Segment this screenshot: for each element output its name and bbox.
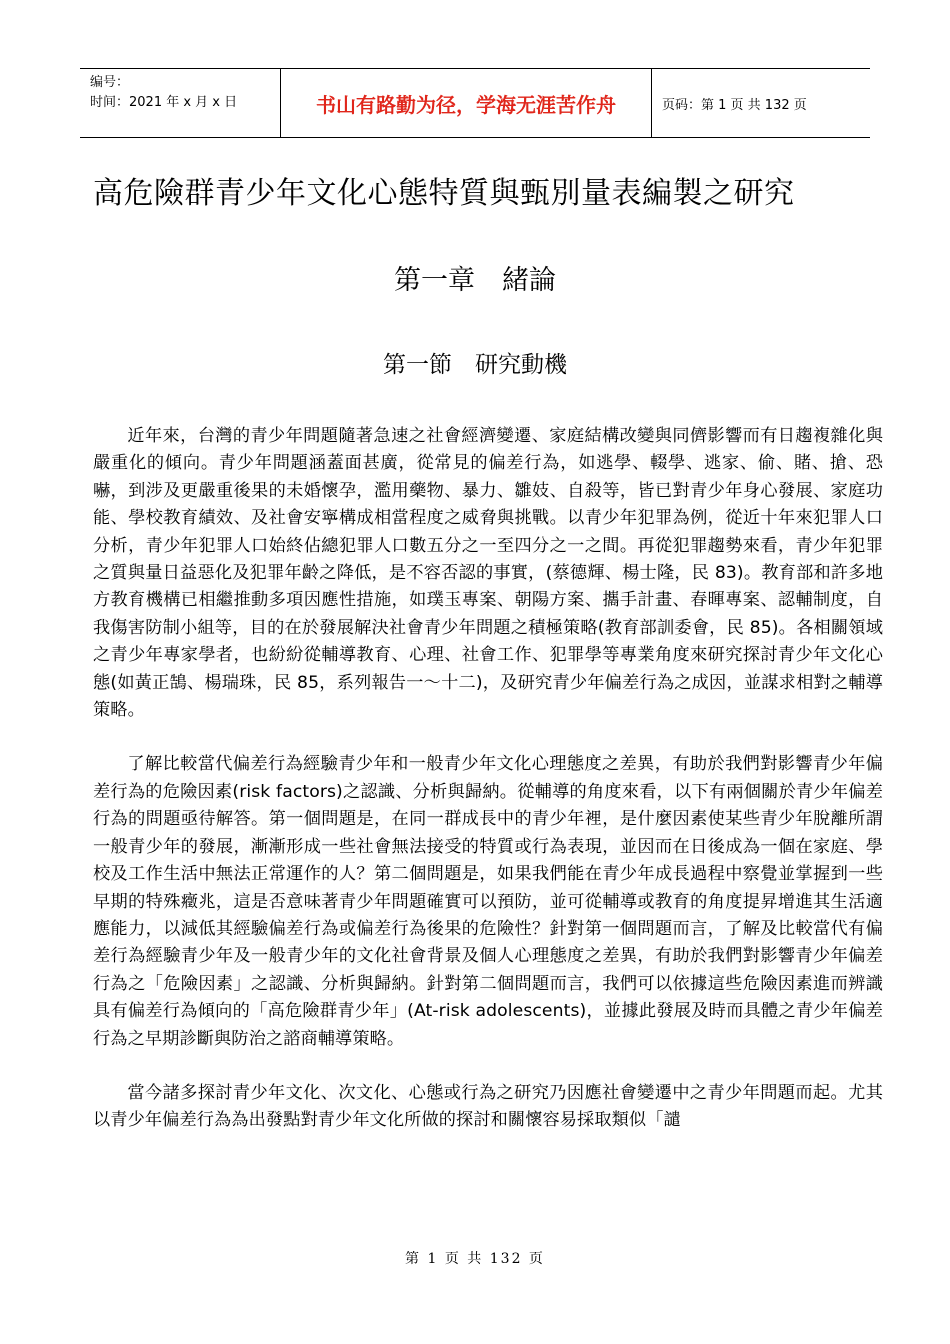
page-footer: 第 1 页 共 132 页 bbox=[405, 1251, 545, 1267]
header-motto: 书山有路勤为径，学海无涯苦作舟 bbox=[281, 69, 652, 137]
document-title: 高危險群青少年文化心態特質與甄別量表編製之研究 bbox=[93, 176, 795, 211]
time-label: 时间：2021 年 x 月 x 日 bbox=[90, 95, 238, 110]
page-header bbox=[80, 68, 870, 138]
paragraph: 了解比較當代偏差行為經驗青少年和一般青少年文化心理態度之差異，有助於我們對影響青少年偏差行為的危險因素(risk factors)之認識、分析與歸納。從輔導的角度來看，以下有兩個關於青少年偏差行為的問題亟待解答。第一個問題是，在同一群成長中的青少年裡，是什麼因素使某些青少年脫離所謂一般青少年的發展，漸漸形成一些社會無法接受的特質或行為表現，並因而在日後成為一個在家庭、學校及工作生活中無法正常運作的人？第二個問題是，如果我們能在青少年成長過程中察覺並掌握到一些早期的特殊癥兆，這是否意味著青少年問題確實可以預防，並可從輔導或教育的角度提昇增進其生活適應能力，以減低其經驗偏差行為或偏差行為後果的危險性？針對第一個問題而言，了解及比較當代有偏差行為經驗青少年及一般青少年的文化社會背景及個人心理態度之差異，有助於我們對影響青少年偏差行為之「危險因素」之認識、分析與歸納。針對第二個問題而言，我們可以依據這些危險因素進而辨識具有偏差行為傾向的「高危險群青少年」(At-risk adolescents)，並據此發展及時而具體之青少年偏差行為之早期診斷與防治之諮商輔導策略。 bbox=[93, 754, 883, 1049]
number-label: 编号： bbox=[90, 75, 130, 90]
paragraph: 近年來，台灣的青少年問題隨著急速之社會經濟變遷、家庭結構改變與同儕影響而有日趨複雜化與嚴重化的傾向。青少年問題涵蓋面甚廣，從常見的偏差行為，如逃學、輟學、逃家、偷、賭、搶、恐嚇，到涉及更嚴重後果的未婚懷孕，濫用藥物、暴力、雛妓、自殺等，皆已對青少年身心發展、家庭功能、學校教育績效、及社會安寧構成相當程度之威脅與挑戰。以青少年犯罪為例，從近十年來犯罪人口分析，青少年犯罪人口始終佔總犯罪人口數五分之一至四分之一之間。再從犯罪趨勢來看，青少年犯罪之質與量日益惡化及犯罪年齡之降低，是不容否認的事實，(蔡德輝、楊士隆，民 83)。教育部和許多地方教育機構已相繼推動多項因應性措施，如璞玉專案、朝陽方案、攜手計畫、春暉專案、認輔制度，自我傷害防制小組等，目的在於發展解決社會青少年問題之積極策略(教育部訓委會，民 85)。各相關領域之青少年專家學者，也紛紛從輔導教育、心理、社會工作、犯罪學等專業角度來研究探討青少年文化心態(如黃正鵠、楊瑞珠，民 85，系列報告一～十二)，及研究青少年偏差行為之成因，並謀求相對之輔導策略。 bbox=[93, 426, 883, 721]
chapter-heading: 第一章 緒論 bbox=[394, 265, 556, 296]
body-text bbox=[93, 423, 883, 1162]
header-meta-cell bbox=[80, 69, 281, 137]
header-page-info: 页码：第 1 页 共 132 页 bbox=[662, 97, 807, 113]
section-heading: 第一節 研究動機 bbox=[383, 352, 567, 378]
paragraph: 當今諸多探討青少年文化、次文化、心態或行為之研究乃因應社會變遷中之青少年問題而起。尤其以青少年偏差行為為出發點對青少年文化所做的探討和關懷容易採取類似「譴 bbox=[93, 1082, 883, 1131]
